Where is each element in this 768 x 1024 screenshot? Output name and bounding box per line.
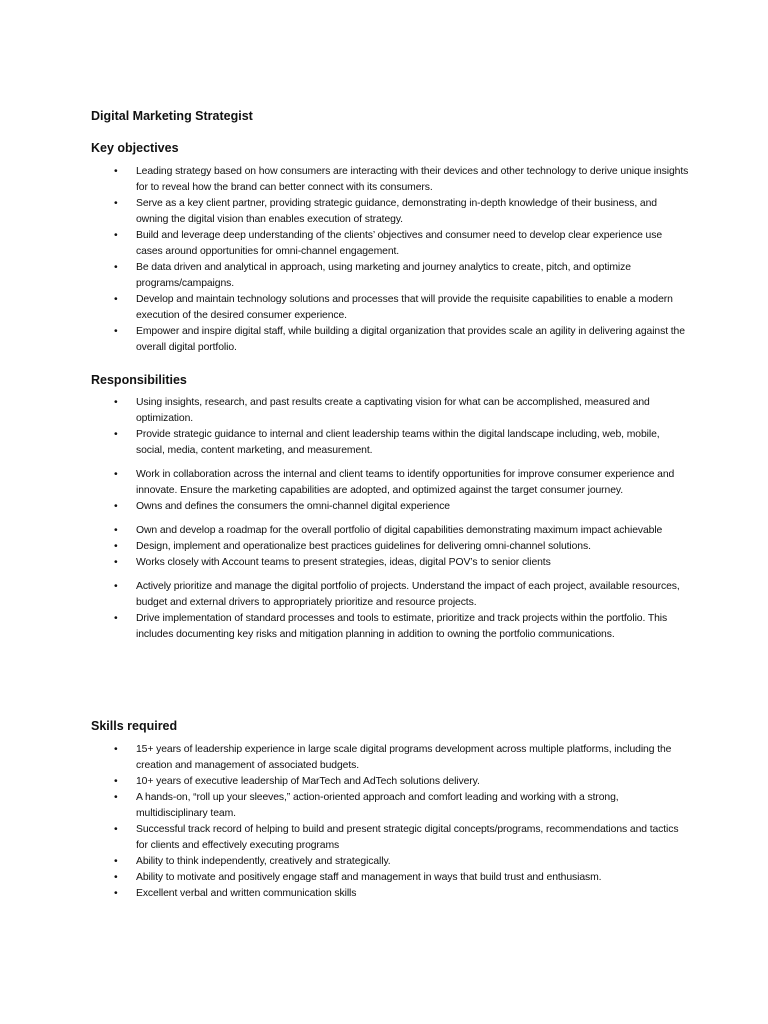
list-item: • Design, implement and operationalize best practices guidelines for delivering omni-channel solutions. [91, 539, 691, 555]
list-item: • Empower and inspire digital staff, while building a digital organization that provides scale an agility in delivering against the overall digital portfolio. [91, 324, 691, 356]
list-item: • Excellent verbal and written communication skills [91, 886, 691, 902]
document-title: Digital Marketing Strategist [91, 109, 253, 123]
list-item: • Using insights, research, and past results create a captivating vision for what can be accomplished, measured and optimization. [91, 395, 691, 427]
list-item: • Work in collaboration across the internal and client teams to identify opportunities for improve consumer experience and innovate. Ensure the marketing capabilities are adopted, and optimized against the target consumer journey. [91, 467, 691, 499]
list-item: • Owns and defines the consumers the omni-channel digital experience [91, 499, 691, 515]
section-heading-responsibilities: Responsibilities [91, 373, 187, 387]
list-item: • A hands-on, “roll up your sleeves,” action-oriented approach and comfort leading and working with a strong, multidisciplinary team. [91, 790, 691, 822]
list-item: • 15+ years of leadership experience in large scale digital programs development across multiple platforms, including the creation and management of associated budgets. [91, 742, 691, 774]
list-item: • Leading strategy based on how consumers are interacting with their devices and other technology to derive unique insights for to reveal how the brand can better connect with its consumers. [91, 164, 691, 196]
section-heading-key-objectives: Key objectives [91, 141, 179, 155]
key-objectives-list [91, 164, 691, 356]
list-item: • Ability to think independently, creatively and strategically. [91, 854, 691, 870]
list-item: • Ability to motivate and positively engage staff and management in ways that build trust and enthusiasm. [91, 870, 691, 886]
list-item: • Works closely with Account teams to present strategies, ideas, digital POV’s to senior clients [91, 555, 691, 571]
list-item: • Successful track record of helping to build and present strategic digital concepts/programs, recommendations and tactics for clients and effectively executing programs [91, 822, 691, 854]
list-item: • Serve as a key client partner, providing strategic guidance, demonstrating in-depth knowledge of their business, and owning the digital vision than enables execution of strategy. [91, 196, 691, 228]
list-item: • Drive implementation of standard processes and tools to estimate, prioritize and track projects within the portfolio. This includes documenting key risks and mitigation planning in addition to owning the portfolio communications. [91, 611, 691, 643]
list-item: • Actively prioritize and manage the digital portfolio of projects. Understand the impact of each project, available resources, budget and external drivers to appropriately prioritize and resource projects. [91, 579, 691, 611]
skills-required-list [91, 742, 691, 902]
list-item: • Provide strategic guidance to internal and client leadership teams within the digital landscape including, web, mobile, social, media, content marketing, and measurement. [91, 427, 691, 459]
section-heading-skills-required: Skills required [91, 719, 178, 733]
responsibilities-list [91, 395, 691, 643]
list-item: • Build and leverage deep understanding of the clients’ objectives and consumer need to develop clear experience use cases around opportunities for omni-channel engagement. [91, 228, 691, 260]
list-item: • Develop and maintain technology solutions and processes that will provide the requisite capabilities to enable a modern execution of the desired consumer experience. [91, 292, 691, 324]
list-item: • Own and develop a roadmap for the overall portfolio of digital capabilities demonstrating maximum impact achievable [91, 523, 691, 539]
list-item: • 10+ years of executive leadership of MarTech and AdTech solutions delivery. [91, 774, 691, 790]
list-item: • Be data driven and analytical in approach, using marketing and journey analytics to create, pitch, and optimize programs/campaigns. [91, 260, 691, 292]
